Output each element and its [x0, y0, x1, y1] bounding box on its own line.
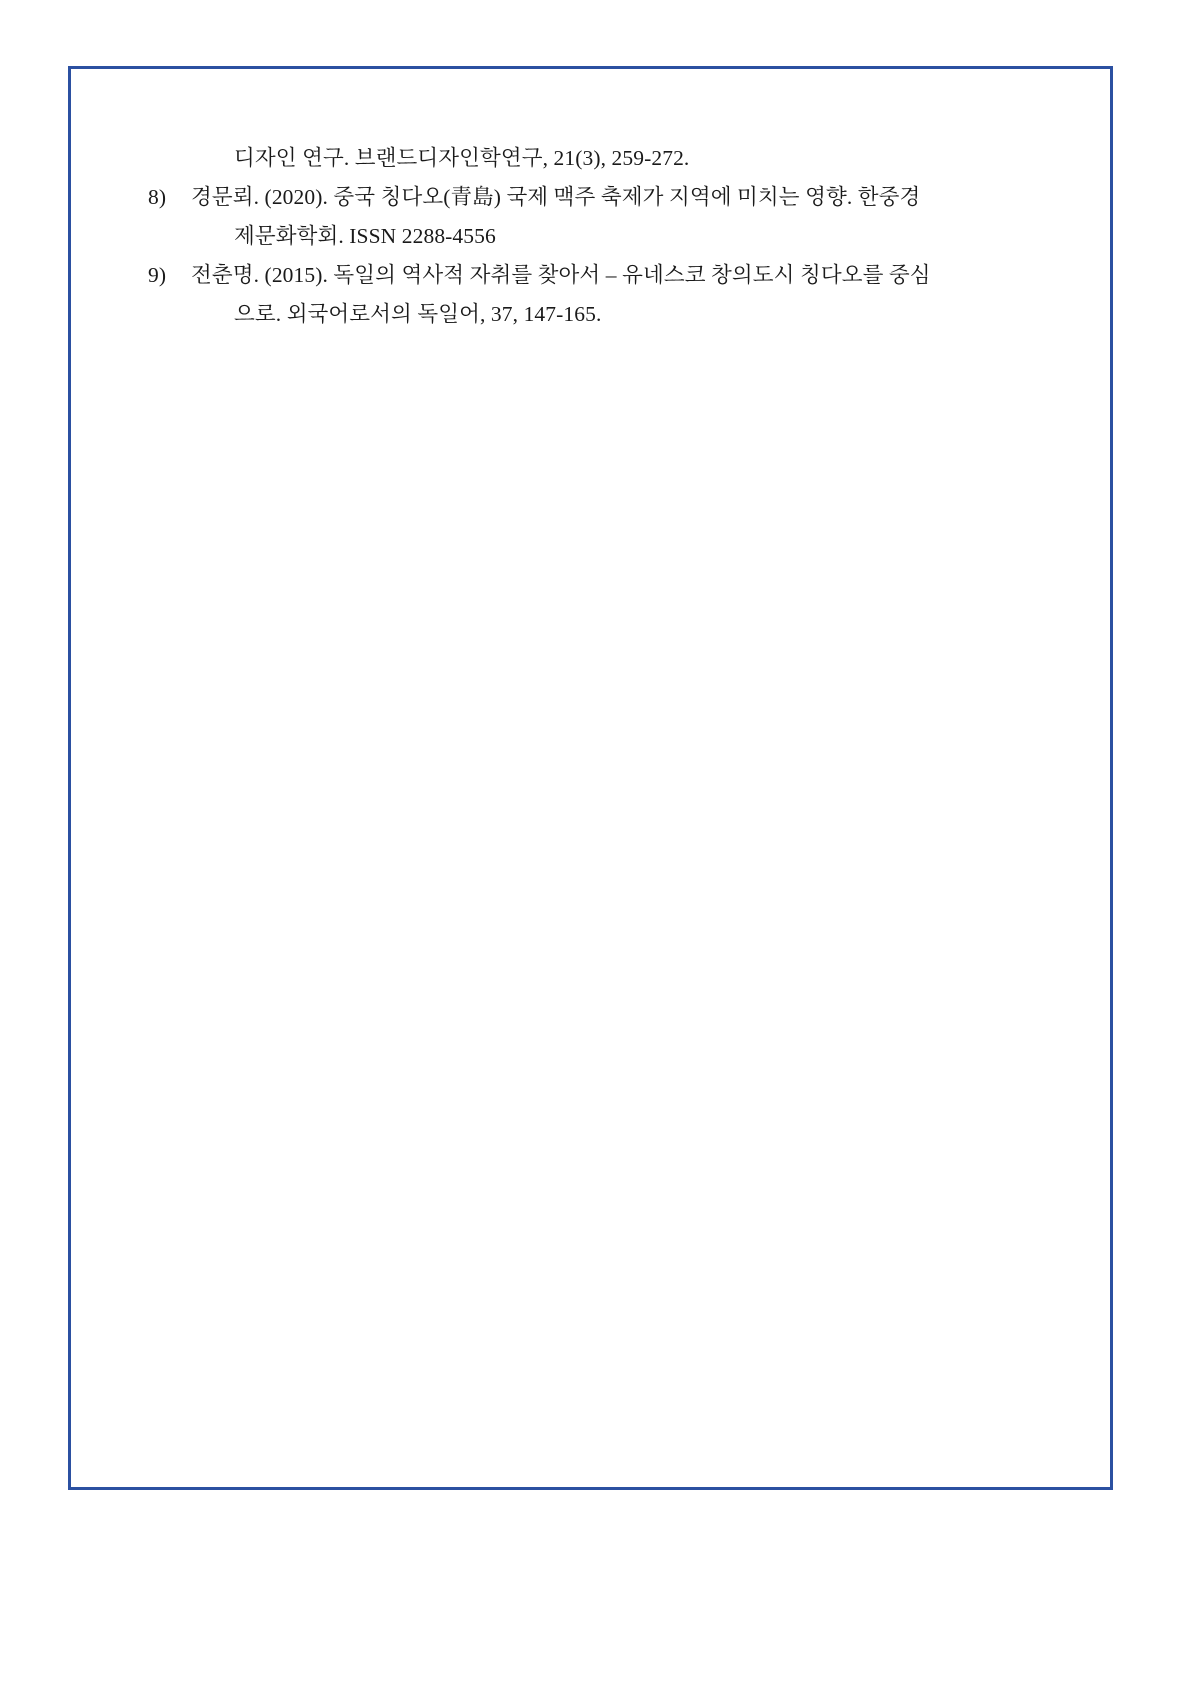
reference-text: 디자인 연구. 브랜드디자인학연구, 21(3), 259-272.: [234, 146, 690, 170]
reference-text: 으로. 외국어로서의 독일어, 37, 147-165.: [234, 301, 602, 326]
reference-list: [148, 140, 1038, 333]
reference-text: 전춘명. (2015). 독일의 역사적 자취를 찾아서 – 유네스코 창의도시 칭다오를 중심: [191, 262, 931, 287]
list-item: [148, 218, 1038, 255]
list-item: [148, 179, 1038, 216]
reference-marker: 9): [148, 262, 167, 287]
list-item: [148, 140, 1038, 177]
list-item: [148, 296, 1038, 333]
reference-marker: 8): [148, 184, 167, 209]
reference-text: 제문화학회. ISSN 2288-4556: [234, 223, 496, 248]
list-item: [148, 257, 1038, 294]
reference-text: 경문뢰. (2020). 중국 칭다오(青島) 국제 맥주 축제가 지역에 미치는 영향. 한중경: [191, 184, 921, 209]
reference-list-container: [148, 140, 1038, 335]
